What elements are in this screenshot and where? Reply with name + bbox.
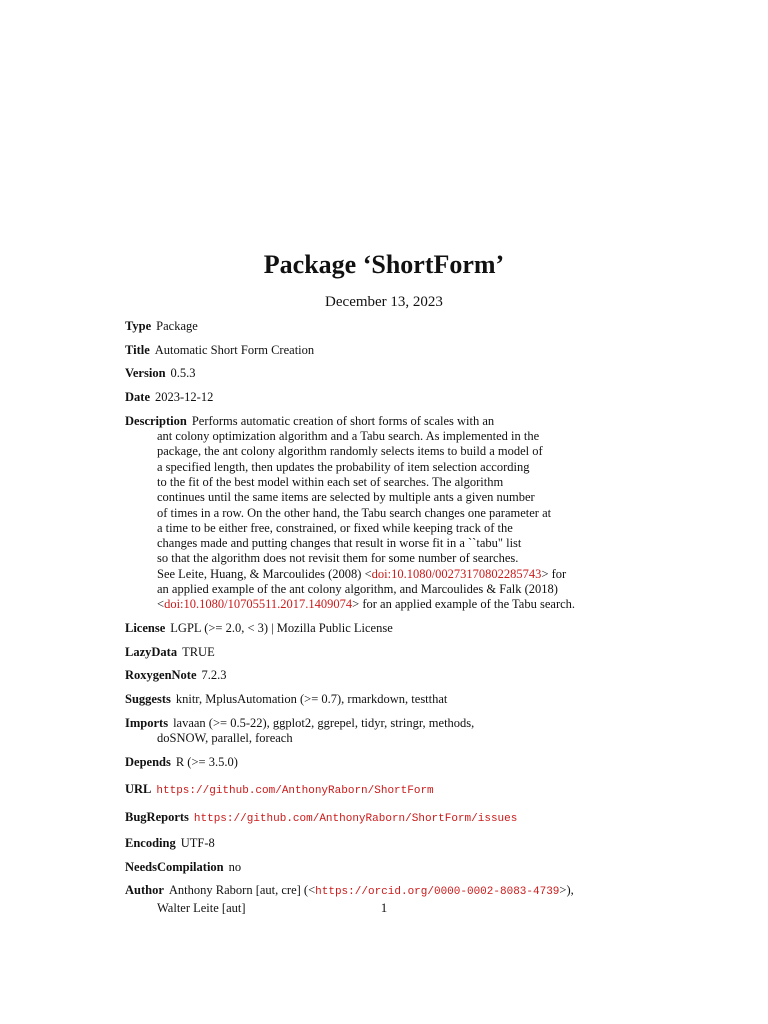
field-key: LazyData xyxy=(125,644,178,659)
ref-text: < xyxy=(157,597,165,612)
description-reference-line xyxy=(125,597,725,612)
description-line: of times in a row. On the other hand, the Tabu search changes one parameter at xyxy=(157,505,552,520)
field-key: BugReports xyxy=(125,810,189,825)
field-key: Title xyxy=(125,342,150,357)
description-line: continues until the same items are selected by multiple ants a given number xyxy=(157,490,535,505)
field-description xyxy=(125,414,725,613)
field-value: LGPL (>= 2.0, < 3) | Mozilla Public License xyxy=(170,621,393,635)
field-key: Depends xyxy=(125,754,171,769)
description-line: ant colony optimization algorithm and a Tabu search. As implemented in the xyxy=(157,429,540,444)
field-key: Encoding xyxy=(125,836,176,851)
author-continuation: Walter Leite [aut] xyxy=(157,900,246,915)
description-fields xyxy=(125,319,725,924)
page-number: 1 xyxy=(380,900,388,915)
field-encoding xyxy=(125,836,725,851)
author-first-line xyxy=(125,883,725,900)
field-value: lavaan (>= 0.5-22), ggplot2, ggrepel, tidyr, stringr, methods, xyxy=(173,715,475,730)
publication-date: December 13, 2023 xyxy=(325,294,443,310)
field-value: Automatic Short Form Creation xyxy=(154,342,315,357)
description-reference-line xyxy=(125,567,725,582)
field-value: no xyxy=(228,859,242,874)
orcid-link[interactable]: https://orcid.org/0000-0002-8083-4739 xyxy=(315,886,560,899)
url-link[interactable]: https://github.com/AnthonyRaborn/ShortForm xyxy=(156,785,434,798)
author-text: >), xyxy=(559,883,574,898)
description-line: package, the ant colony algorithm randomly selects items to build a model of xyxy=(157,444,543,459)
field-key: Imports xyxy=(125,715,169,730)
field-url xyxy=(125,782,725,799)
field-value: Package xyxy=(156,319,198,333)
description-line: so that the algorithm does not revisit them for some number of searches. xyxy=(157,551,519,566)
field-key: Type xyxy=(125,319,152,333)
ref-text: > for an applied example of the Tabu search. xyxy=(352,597,576,612)
field-value: 0.5.3 xyxy=(170,366,196,381)
field-value: 2023-12-12 xyxy=(155,390,214,405)
package-title: Package ‘ShortForm’ xyxy=(263,250,505,279)
field-key: Suggests xyxy=(125,692,171,707)
field-value: UTF-8 xyxy=(180,836,215,851)
field-needscompilation xyxy=(125,860,725,875)
field-value: knitr, MplusAutomation (>= 0.7), rmarkdown, testthat xyxy=(175,692,448,707)
field-license xyxy=(125,621,725,636)
description-line: a time to be either free, constrained, or fixed while keeping track of the xyxy=(157,520,513,535)
doi-link-marcoulides[interactable]: doi:10.1080/10705511.2017.1409074 xyxy=(164,597,353,612)
description-line: a specified length, then updates the probability of item selection according xyxy=(157,459,530,474)
field-key: License xyxy=(125,621,166,635)
description-line: changes made and putting changes that result in worse fit in a ``tabu" list xyxy=(157,536,522,551)
field-bugreports xyxy=(125,810,725,827)
field-key: URL xyxy=(125,782,152,797)
field-key: Description xyxy=(125,413,187,428)
field-imports xyxy=(125,716,725,747)
ref-text: See Leite, Huang, & Marcoulides (2008) < xyxy=(157,566,372,581)
description-text: Performs automatic creation of short forms of scales with an xyxy=(191,413,495,428)
field-date xyxy=(125,390,725,405)
field-key: RoxygenNote xyxy=(125,668,197,683)
field-lazydata xyxy=(125,645,725,660)
field-value: R (>= 3.5.0) xyxy=(175,754,238,769)
field-suggests xyxy=(125,692,725,707)
field-key: Date xyxy=(125,390,150,405)
description-first-line xyxy=(125,414,725,429)
field-roxygennote xyxy=(125,668,725,683)
field-value: TRUE xyxy=(182,644,215,659)
description-line: an applied example of the ant colony algorithm, and Marcoulides & Falk (2018) xyxy=(157,582,558,597)
field-version xyxy=(125,366,725,381)
field-depends xyxy=(125,755,725,770)
field-value: 7.2.3 xyxy=(201,668,227,683)
field-key: Author xyxy=(125,883,164,898)
field-key: NeedsCompilation xyxy=(125,859,224,874)
field-type xyxy=(125,319,725,334)
imports-continuation: doSNOW, parallel, foreach xyxy=(157,731,293,746)
description-line: to the fit of the best model within each set of searches. The algorithm xyxy=(157,474,504,489)
field-key: Version xyxy=(125,366,166,381)
author-text: Anthony Raborn [aut, cre] (< xyxy=(168,883,316,898)
field-title xyxy=(125,343,725,358)
doi-link-leite[interactable]: doi:10.1080/00273170802285743 xyxy=(371,566,542,581)
ref-text: > for xyxy=(541,566,567,581)
imports-first-line xyxy=(125,716,725,731)
bugreports-link[interactable]: https://github.com/AnthonyRaborn/ShortForm/issues xyxy=(193,813,518,826)
